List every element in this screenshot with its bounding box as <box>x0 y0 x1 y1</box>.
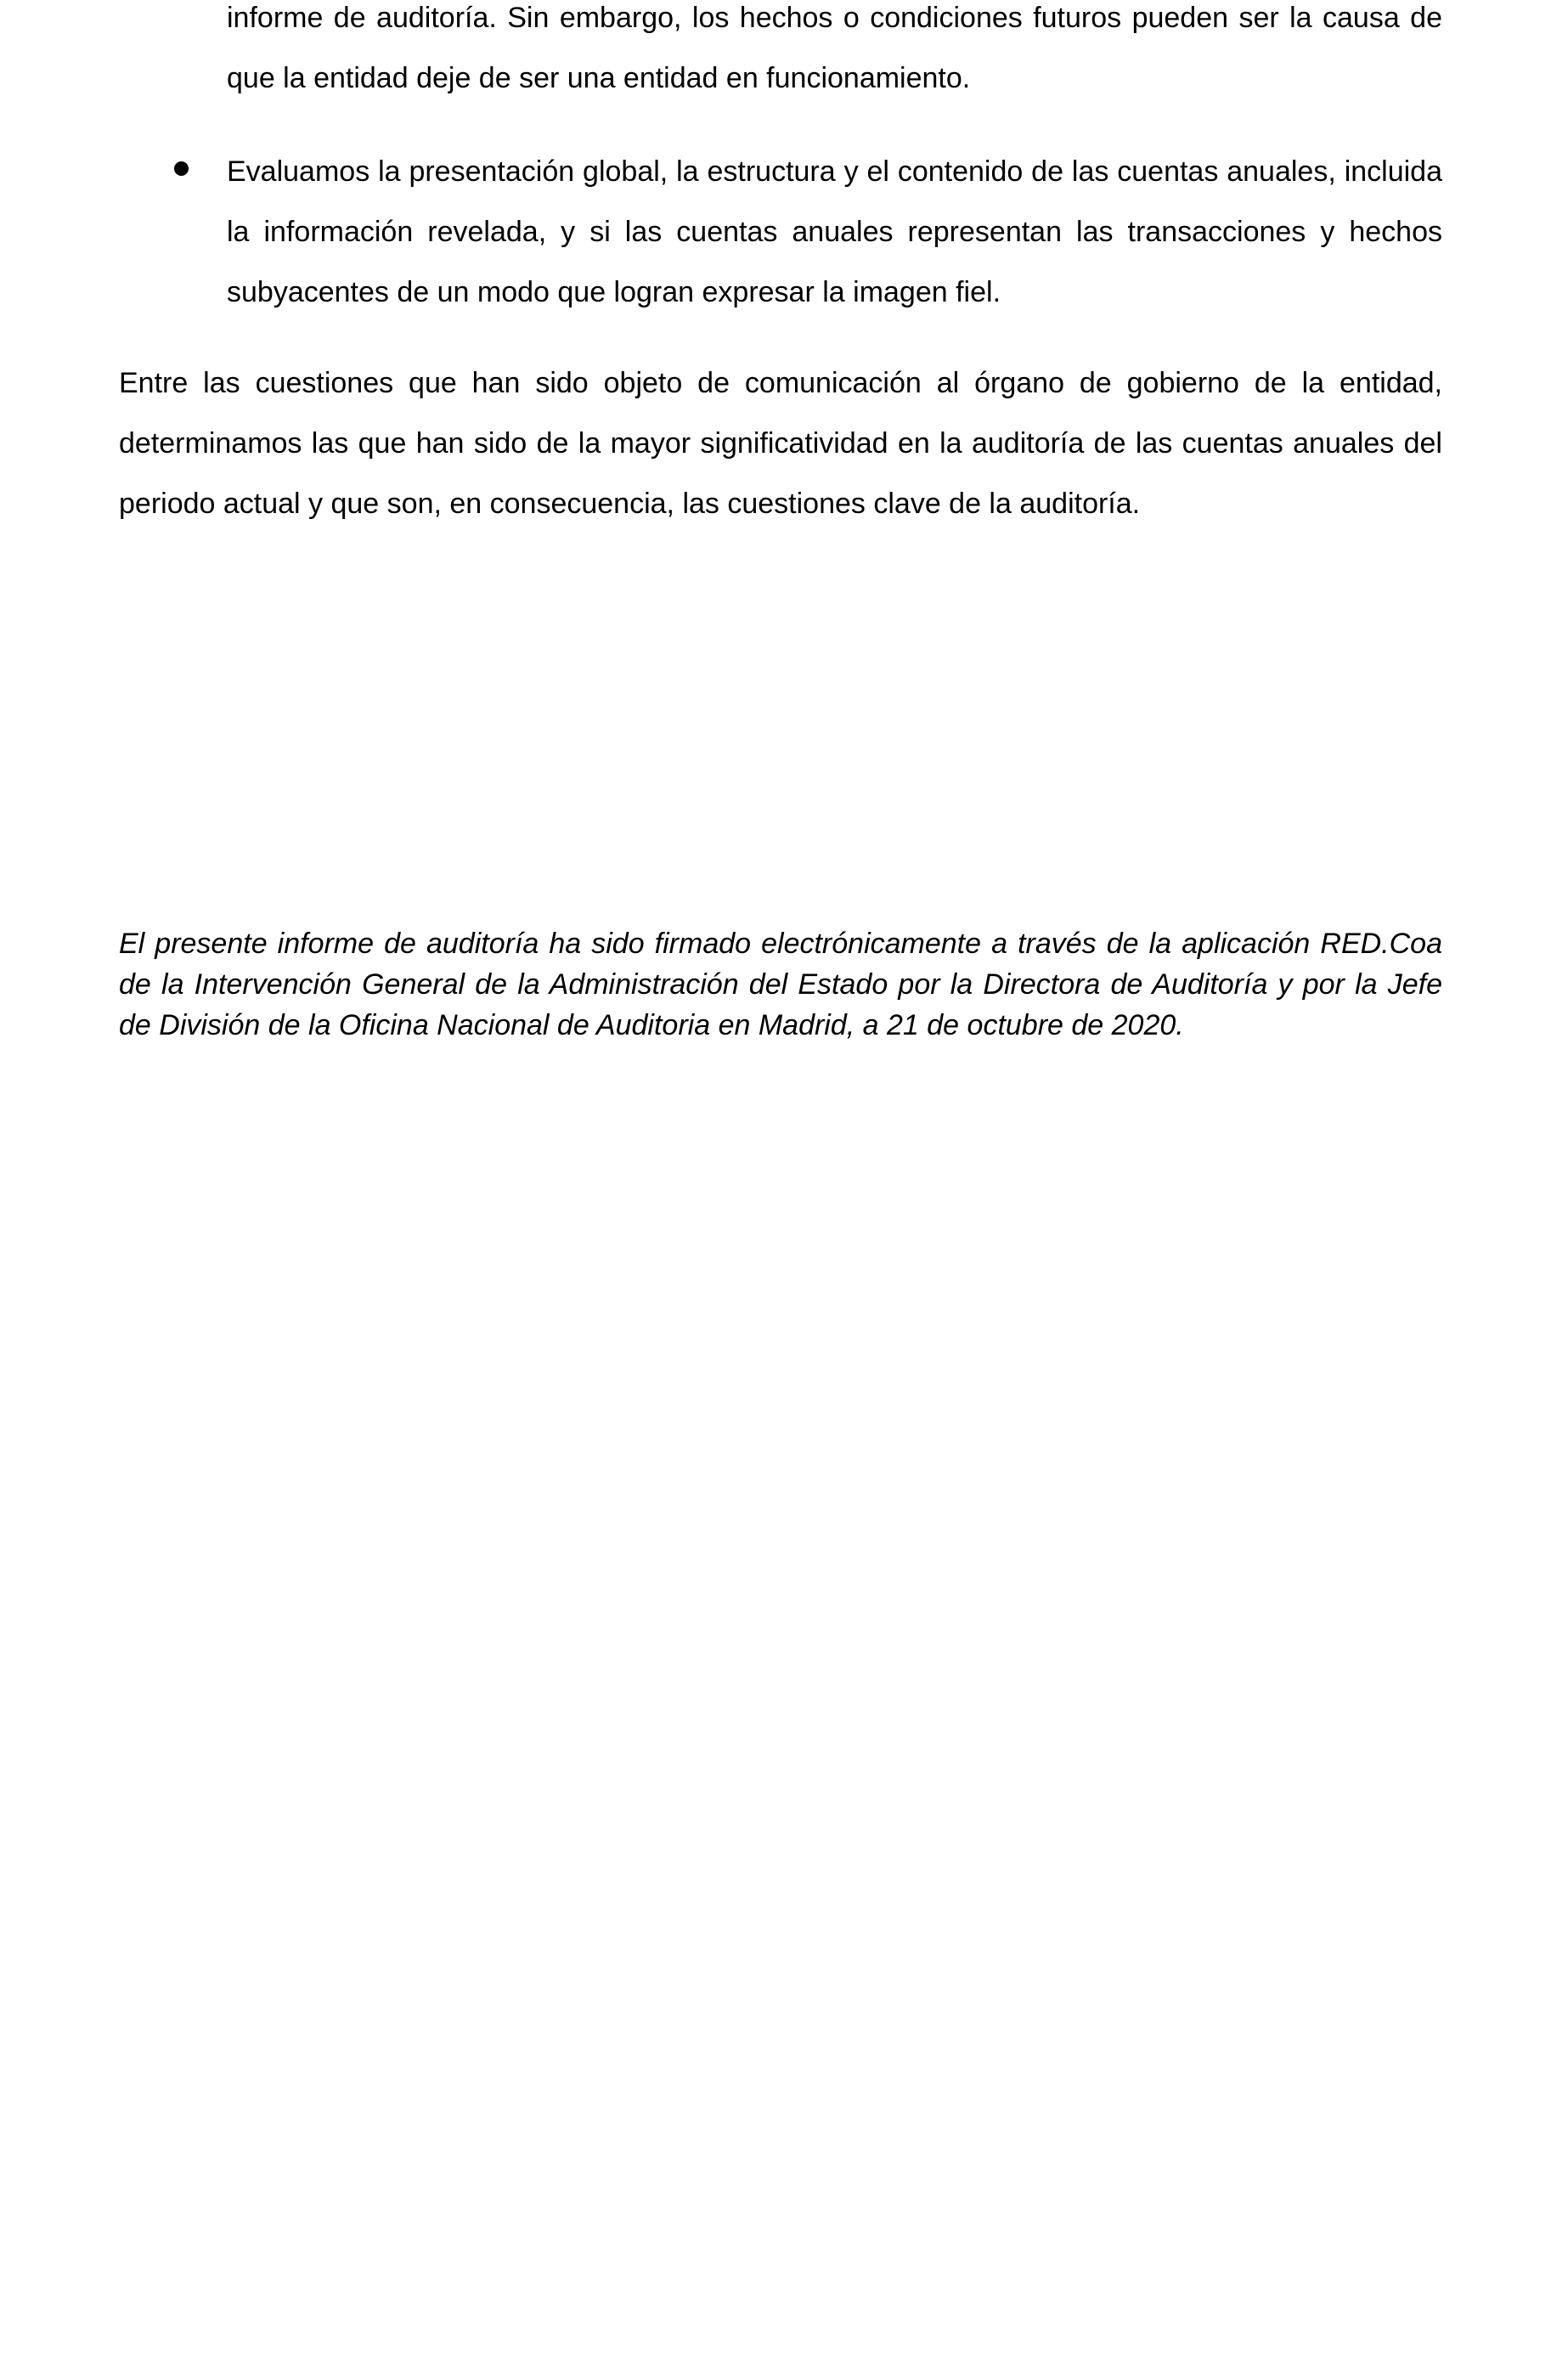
bullet-icon <box>174 161 189 176</box>
electronic-signature-note: El presente informe de auditoría ha sido firmado electrónicamente a través de la aplicación RED.Coa de la Intervención General de la Administración del Estado por la Directora de Auditoría y por la Jefe de División de la Oficina Nacional de Auditoria en Madrid, a 21 de octubre de 2020. <box>119 928 1442 1041</box>
bullet-list-item: Evaluamos la presentación global, la estructura y el contenido de las cuentas anuales, incluida la información revelada, y si las cuentas anuales representan las transacciones y hechos subyacentes de un modo que logran expresar la imagen fiel. <box>227 155 1442 308</box>
closing-paragraph: Entre las cuestiones que han sido objeto de comunicación al órgano de gobierno de la entidad, determinamos las que han sido de la mayor significatividad en la auditoría de las cuentas anuales del periodo actual y que son, en consecuencia, las cuestiones clave de la auditoría. <box>119 367 1442 520</box>
list-item-continuation: informe de auditoría. Sin embargo, los hechos o condiciones futuros pueden ser la causa de que la entidad deje de ser una entidad en funcionamiento. <box>227 2 1442 94</box>
